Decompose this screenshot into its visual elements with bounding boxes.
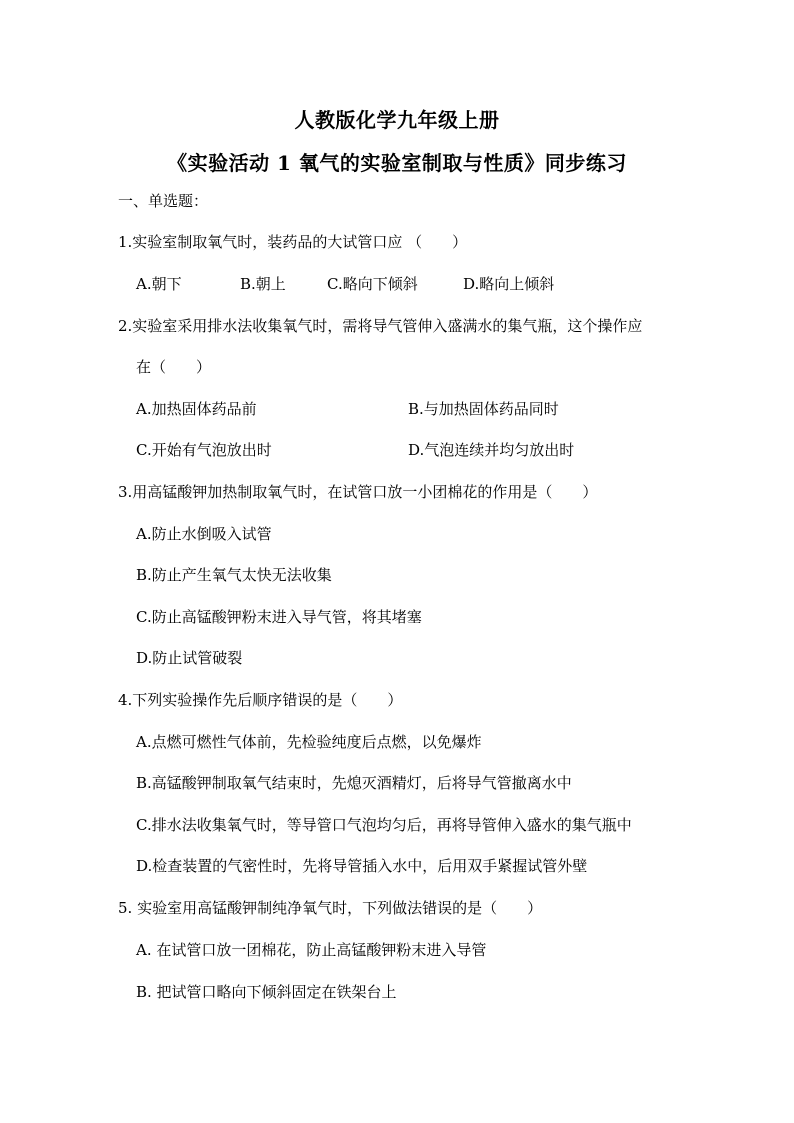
question-5-option-b: B. 把试管口略向下倾斜固定在铁架台上 (136, 983, 397, 1001)
document-subtitle: 《实验活动 1 氧气的实验室制取与性质》同步练习 (167, 151, 627, 175)
document-title: 人教版化学九年级上册 (294, 108, 500, 132)
question-3-option-d: D.防止试管破裂 (136, 649, 243, 667)
question-3-stem: 3.用高锰酸钾加热制取氧气时，在试管口放一小团棉花的作用是（ ） (118, 483, 598, 501)
question-1-option-b: B.朝上 (240, 275, 286, 293)
question-1-option-c: C.略向下倾斜 (327, 275, 418, 293)
question-4-option-d: D.检查装置的气密性时，先将导管插入水中，后用双手紧握试管外壁 (136, 857, 588, 875)
question-4-stem: 4.下列实验操作先后顺序错误的是（ ） (118, 691, 403, 709)
section-heading: 一、单选题： (118, 192, 209, 210)
question-1-option-a: A.朝下 (136, 275, 182, 293)
question-2-option-c: C.开始有气泡放出时 (136, 441, 272, 459)
question-1-option-d: D.略向上倾斜 (463, 275, 555, 293)
question-2-option-d: D.气泡连续并均匀放出时 (408, 441, 575, 459)
question-3-option-c: C.防止高锰酸钾粉末进入导气管，将其堵塞 (136, 608, 422, 626)
question-4-option-b: B.高锰酸钾制取氧气结束时，先熄灭酒精灯，后将导气管撤离水中 (136, 774, 572, 792)
question-2-option-a: A.加热固体药品前 (136, 400, 257, 418)
question-2-stem: 2.实验室采用排水法收集氧气时，需将导气管伸入盛满水的集气瓶，这个操作应 (118, 317, 643, 335)
question-2-option-b: B.与加热固体药品同时 (408, 400, 559, 418)
question-1-stem: 1.实验室制取氧气时，装药品的大试管口应 （ ） (118, 233, 468, 251)
question-4-option-a: A.点燃可燃性气体前，先检验纯度后点燃，以免爆炸 (136, 733, 482, 751)
question-4-option-c: C.排水法收集氧气时，等导管口气泡均匀后，再将导管伸入盛水的集气瓶中 (136, 816, 632, 834)
question-3-option-b: B.防止产生氧气太快无法收集 (136, 566, 332, 584)
question-3-option-a: A.防止水倒吸入试管 (136, 525, 272, 543)
question-5-stem: 5. 实验室用高锰酸钾制纯净氧气时，下列做法错误的是（ ） (118, 899, 543, 917)
question-5-option-a: A. 在试管口放一团棉花，防止高锰酸钾粉末进入导管 (136, 941, 487, 959)
question-2-stem-continued: 在（ ） (136, 358, 212, 376)
